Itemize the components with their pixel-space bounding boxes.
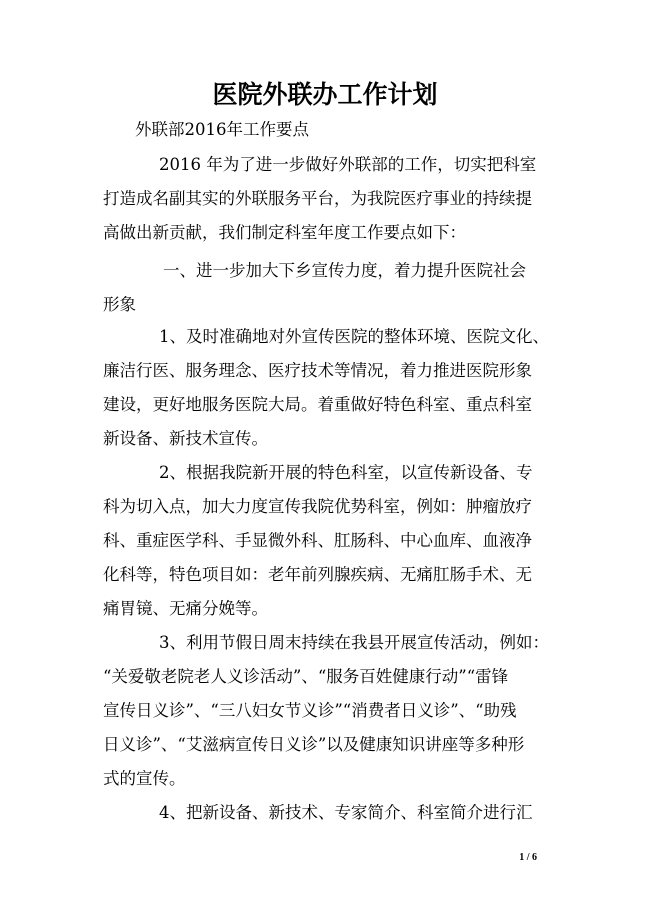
section-heading-1 <box>103 254 563 322</box>
item-3-line-2: “关爱敬老院老人义诊活动”、“服务百姓健康行动”“雷锋 <box>103 667 509 686</box>
document-title: 医院外联办工作计划 <box>212 80 438 109</box>
item-1-line-2: 廉洁行医、服务理念、医疗技术等情况，着力推进医院形象 <box>103 361 532 380</box>
document-subtitle: 外联部2016年工作要点 <box>135 120 309 139</box>
item-3-line-5: 式的宣传。 <box>103 769 186 788</box>
item-2-line-5: 痛胃镜、无痛分娩等。 <box>103 599 268 618</box>
item-3-line-1: 3、利用节假日周末持续在我县开展宣传活动，例如： <box>159 633 549 652</box>
heading-1-line-2: 形象 <box>103 295 136 314</box>
item-1-line-4: 新设备、新技术宣传。 <box>103 429 268 448</box>
intro-line-2: 打造成名副其实的外联服务平台，为我院医疗事业的持续提 <box>103 189 532 208</box>
intro-line-3: 高做出新贡献，我们制定科室年度工作要点如下： <box>103 223 466 242</box>
item-2-paragraph <box>103 456 563 626</box>
item-1-paragraph <box>103 320 563 456</box>
item-2-line-4: 化科等，特色项目如：老年前列腺疾病、无痛肛肠手术、无 <box>103 565 532 584</box>
item-3-paragraph <box>103 626 563 796</box>
heading-1-line-1: 一、进一步加大下乡宣传力度，着力提升医院社会 <box>163 261 526 280</box>
item-3-line-3: 宣传日义诊”、“三八妇女节义诊”“消费者日义诊”、“助残 <box>103 701 517 720</box>
item-3-line-4: 日义诊”、“艾滋病宣传日义诊”以及健康知识讲座等多种形 <box>103 735 525 754</box>
page-number: 1 / 6 <box>519 852 537 863</box>
intro-paragraph <box>103 148 563 250</box>
item-2-line-2: 科为切入点，加大力度宣传我院优势科室，例如：肿瘤放疗 <box>103 497 532 516</box>
item-1-line-3: 建设，更好地服务医院大局。着重做好特色科室、重点科室 <box>103 395 532 414</box>
intro-line-1: 2016 年为了进一步做好外联部的工作，切实把科室 <box>159 155 537 174</box>
item-4-paragraph <box>103 796 563 830</box>
item-1-line-1: 1、及时准确地对外宣传医院的整体环境、医院文化、 <box>159 327 549 346</box>
item-4-line-1: 4、把新设备、新技术、专家简介、科室简介进行汇 <box>159 803 533 822</box>
item-2-line-1: 2、根据我院新开展的特色科室，以宣传新设备、专 <box>159 463 533 482</box>
item-2-line-3: 科、重症医学科、手显微外科、肛肠科、中心血库、血液净 <box>103 531 532 550</box>
